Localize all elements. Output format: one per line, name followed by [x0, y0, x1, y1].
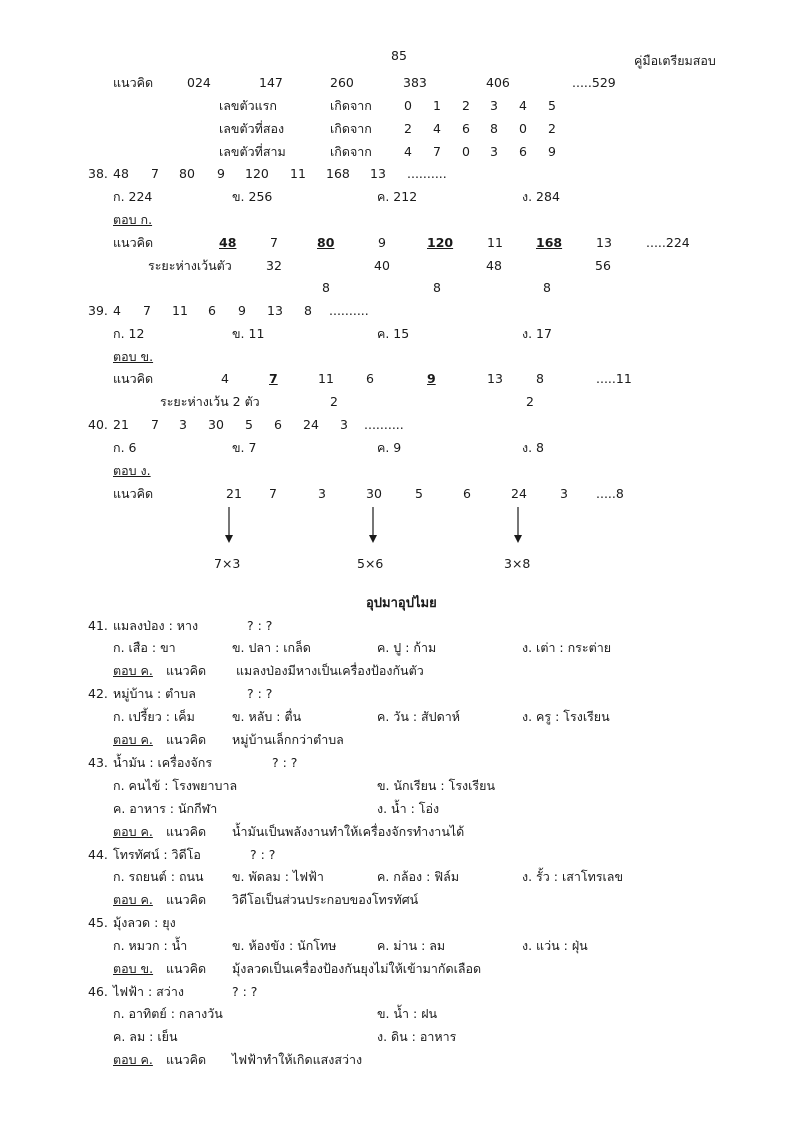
digit: 6	[519, 144, 527, 159]
concept-term: 48	[219, 235, 237, 250]
concept-label: แนวคิด	[113, 235, 154, 250]
concept-term: 11	[487, 235, 503, 250]
section-title: อุปมาอุปไมย	[366, 596, 437, 611]
sequence-term: 3	[179, 417, 187, 432]
digit: 2	[404, 121, 412, 136]
digit: 3	[490, 144, 498, 159]
question-number: 40.	[88, 417, 108, 432]
question-number: 46.	[88, 984, 108, 999]
sequence-term: 7	[151, 417, 159, 432]
concept-term: 7	[269, 486, 277, 501]
choice: ข. 256	[232, 189, 273, 204]
question-number: 38.	[88, 166, 108, 181]
concept-label: แนวคิด	[166, 732, 207, 747]
question-stem: หมู่บ้าน : ตำบล	[113, 686, 196, 701]
choice: ก. เปรี้ยว : เค็ม	[113, 709, 195, 724]
gap-label: ระยะห่างเว้น 2 ตัว	[160, 394, 260, 409]
digit: 4	[433, 121, 441, 136]
answer: ตอบ ข.	[113, 961, 154, 976]
digit: 6	[462, 121, 470, 136]
choice: ก. 6	[113, 440, 137, 455]
sequence-term: 11	[290, 166, 306, 181]
choice: ค. ปู : ก้าม	[377, 640, 437, 655]
diff-value: 8	[433, 280, 441, 295]
choice: ก. 12	[113, 326, 145, 341]
answer: ตอบ ค.	[113, 892, 153, 907]
sequence-term: 6	[274, 417, 282, 432]
concept-term: 9	[427, 371, 436, 386]
answer: ตอบ ข.	[113, 349, 154, 364]
question-stem: มุ้งลวด : ยุง	[113, 915, 176, 930]
concept-label: แนวคิด	[113, 486, 154, 501]
choice: ง. ดิน : อาหาร	[377, 1029, 457, 1044]
choice: ข. น้ำ : ฝน	[377, 1006, 438, 1021]
sequence-blank: ..........	[329, 303, 369, 318]
sequence-term: 24	[303, 417, 319, 432]
concept-term: 6	[366, 371, 374, 386]
concept-term: .....11	[596, 371, 632, 386]
concept-text: มุ้งลวดเป็นเครื่องป้องกันยุงไม่ให้เข้ามากัดเลือด	[232, 961, 482, 976]
down-arrow-icon	[514, 507, 522, 543]
concept-label: แนวคิด	[166, 663, 207, 678]
concept-term: 3	[560, 486, 568, 501]
question-number: 45.	[88, 915, 108, 930]
digit: 4	[404, 144, 412, 159]
answer: ตอบ ค.	[113, 732, 153, 747]
sequence-term: 8	[304, 303, 312, 318]
row-from: เกิดจาก	[330, 121, 372, 136]
question-number: 41.	[88, 618, 108, 633]
row-label: เลขตัวแรก	[219, 98, 277, 113]
concept-term: 6	[463, 486, 471, 501]
sequence-term: 48	[113, 166, 129, 181]
header-title: คู่มือเตรียมสอบ	[634, 53, 716, 68]
gap-value: 48	[486, 258, 502, 273]
choice: ค. วัน : สัปดาห์	[377, 709, 460, 724]
sequence-term: 406	[486, 75, 510, 90]
sequence-term: 11	[172, 303, 188, 318]
concept-term: 4	[221, 371, 229, 386]
digit: 5	[548, 98, 556, 113]
concept-term: .....224	[646, 235, 690, 250]
concept-text: น้ำมันเป็นพลังงานทำให้เครื่องจักรทำงานได้	[232, 824, 465, 839]
choice: ก. อาทิตย์ : กลางวัน	[113, 1006, 223, 1021]
sequence-term: 383	[403, 75, 427, 90]
choice: ง. น้ำ : โอ่ง	[377, 801, 440, 816]
concept-term: 120	[427, 235, 454, 250]
answer: ตอบ ค.	[113, 663, 153, 678]
sequence-term: 147	[259, 75, 283, 90]
concept-term: 21	[226, 486, 242, 501]
question-placeholder: ? : ?	[250, 847, 276, 862]
sequence-term: 5	[245, 417, 253, 432]
concept-label: แนวคิด	[166, 824, 207, 839]
answer: ตอบ ค.	[113, 1052, 153, 1067]
concept-term: 13	[487, 371, 503, 386]
question-stem: น้ำมัน : เครื่องจักร	[113, 755, 213, 770]
digit: 0	[462, 144, 470, 159]
choice: ค. อาหาร : นักกีฬา	[113, 801, 218, 816]
down-arrow-icon	[369, 507, 377, 543]
digit: 4	[519, 98, 527, 113]
sequence-term: 6	[208, 303, 216, 318]
choice: ค. ม่าน : ลม	[377, 938, 446, 953]
sequence-term: 260	[330, 75, 354, 90]
diff-value: 8	[543, 280, 551, 295]
gap-value: 40	[374, 258, 390, 273]
choice: ข. พัดลม : ไฟฟ้า	[232, 869, 324, 884]
question-stem: แมลงป่อง : หาง	[113, 618, 199, 633]
gap-label: ระยะห่างเว้นตัว	[148, 258, 232, 273]
concept-label: แนวคิด	[113, 75, 154, 90]
concept-term: 9	[378, 235, 386, 250]
choice: ง. 8	[522, 440, 545, 455]
sequence-term: 120	[245, 166, 269, 181]
concept-term: 24	[511, 486, 527, 501]
choice: ค. ลม : เย็น	[113, 1029, 178, 1044]
choice: ค. 9	[377, 440, 402, 455]
question-placeholder: ? : ?	[247, 686, 273, 701]
sequence-blank: ..........	[364, 417, 404, 432]
sequence-blank: ..........	[407, 166, 447, 181]
gap-value: 32	[266, 258, 282, 273]
question-placeholder: ? : ?	[247, 618, 273, 633]
choice: ง. 17	[522, 326, 552, 341]
concept-text: วิดีโอเป็นส่วนประกอบของโทรทัศน์	[232, 892, 419, 907]
product-label: 7×3	[214, 556, 241, 571]
gap-value: 2	[526, 394, 534, 409]
choice: ง. เต่า : กระต่าย	[522, 640, 612, 655]
question-placeholder: ? : ?	[232, 984, 258, 999]
concept-term: 168	[536, 235, 563, 250]
product-label: 3×8	[504, 556, 531, 571]
sequence-term: 21	[113, 417, 129, 432]
choice: ข. ปลา : เกล็ด	[232, 640, 311, 655]
concept-label: แนวคิด	[166, 1052, 207, 1067]
digit: 1	[433, 98, 441, 113]
choice: ข. ห้องขัง : นักโทษ	[232, 938, 337, 953]
diff-value: 8	[322, 280, 330, 295]
concept-term: 5	[415, 486, 423, 501]
concept-term: 13	[596, 235, 612, 250]
digit: 9	[548, 144, 556, 159]
choice: ก. 224	[113, 189, 153, 204]
question-number: 44.	[88, 847, 108, 862]
digit: 0	[404, 98, 412, 113]
question-stem: โทรทัศน์ : วิดีโอ	[113, 847, 201, 862]
concept-label: แนวคิด	[113, 371, 154, 386]
choice: ง. แว่น : ฝุ่น	[522, 938, 588, 953]
row-label: เลขตัวที่สาม	[219, 144, 286, 159]
choice: ง. 284	[522, 189, 560, 204]
digit: 0	[519, 121, 527, 136]
down-arrow-icon	[225, 507, 233, 543]
question-stem: ไฟฟ้า : สว่าง	[113, 984, 184, 999]
answer: ตอบ ค.	[113, 824, 153, 839]
choice: ข. นักเรียน : โรงเรียน	[377, 778, 496, 793]
choice: ค. 15	[377, 326, 410, 341]
gap-value: 56	[595, 258, 611, 273]
sequence-term: 13	[370, 166, 386, 181]
question-number: 42.	[88, 686, 108, 701]
choice: ค. กล้อง : ฟิล์ม	[377, 869, 460, 884]
choice: ก. หมวก : น้ำ	[113, 938, 188, 953]
sequence-term: 024	[187, 75, 211, 90]
choice: ข. 7	[232, 440, 257, 455]
sequence-term: 3	[340, 417, 348, 432]
concept-term: 8	[536, 371, 544, 386]
product-label: 5×6	[357, 556, 384, 571]
question-placeholder: ? : ?	[272, 755, 298, 770]
digit: 2	[548, 121, 556, 136]
sequence-term: 4	[113, 303, 121, 318]
concept-label: แนวคิด	[166, 892, 207, 907]
choice: ง. รั้ว : เสาโทรเลข	[522, 869, 624, 884]
sequence-term: .....529	[572, 75, 616, 90]
digit: 8	[490, 121, 498, 136]
concept-text: ไฟฟ้าทำให้เกิดแสงสว่าง	[232, 1052, 363, 1067]
row-label: เลขตัวที่สอง	[219, 121, 285, 136]
concept-term: 80	[317, 235, 335, 250]
choice: ข. 11	[232, 326, 265, 341]
choice: ก. รถยนต์ : ถนน	[113, 869, 204, 884]
question-number: 39.	[88, 303, 108, 318]
concept-label: แนวคิด	[166, 961, 207, 976]
choice: ก. เสือ : ขา	[113, 640, 176, 655]
sequence-term: 168	[326, 166, 350, 181]
row-from: เกิดจาก	[330, 98, 372, 113]
page-number: 85	[391, 48, 407, 63]
sequence-term: 13	[267, 303, 283, 318]
concept-term: .....8	[596, 486, 624, 501]
concept-term: 30	[366, 486, 382, 501]
sequence-term: 9	[238, 303, 246, 318]
concept-term: 7	[270, 235, 278, 250]
sequence-term: 9	[217, 166, 225, 181]
sequence-term: 30	[208, 417, 224, 432]
sequence-term: 7	[151, 166, 159, 181]
answer: ตอบ ง.	[113, 463, 151, 478]
choice: ข. หลับ : ตื่น	[232, 709, 302, 724]
digit: 3	[490, 98, 498, 113]
question-number: 43.	[88, 755, 108, 770]
choice: ก. คนไข้ : โรงพยาบาล	[113, 778, 238, 793]
gap-value: 2	[330, 394, 338, 409]
digit: 7	[433, 144, 441, 159]
row-from: เกิดจาก	[330, 144, 372, 159]
choice: ค. 212	[377, 189, 418, 204]
concept-term: 7	[269, 371, 278, 386]
choice: ง. ครู : โรงเรียน	[522, 709, 610, 724]
concept-text: หมู่บ้านเล็กกว่าตำบล	[232, 732, 344, 747]
concept-term: 3	[318, 486, 326, 501]
sequence-term: 7	[143, 303, 151, 318]
concept-term: 11	[318, 371, 334, 386]
sequence-term: 80	[179, 166, 195, 181]
concept-text: แมลงป่องมีหางเป็นเครื่องป้องกันตัว	[236, 663, 424, 678]
digit: 2	[462, 98, 470, 113]
answer: ตอบ ก.	[113, 212, 153, 227]
